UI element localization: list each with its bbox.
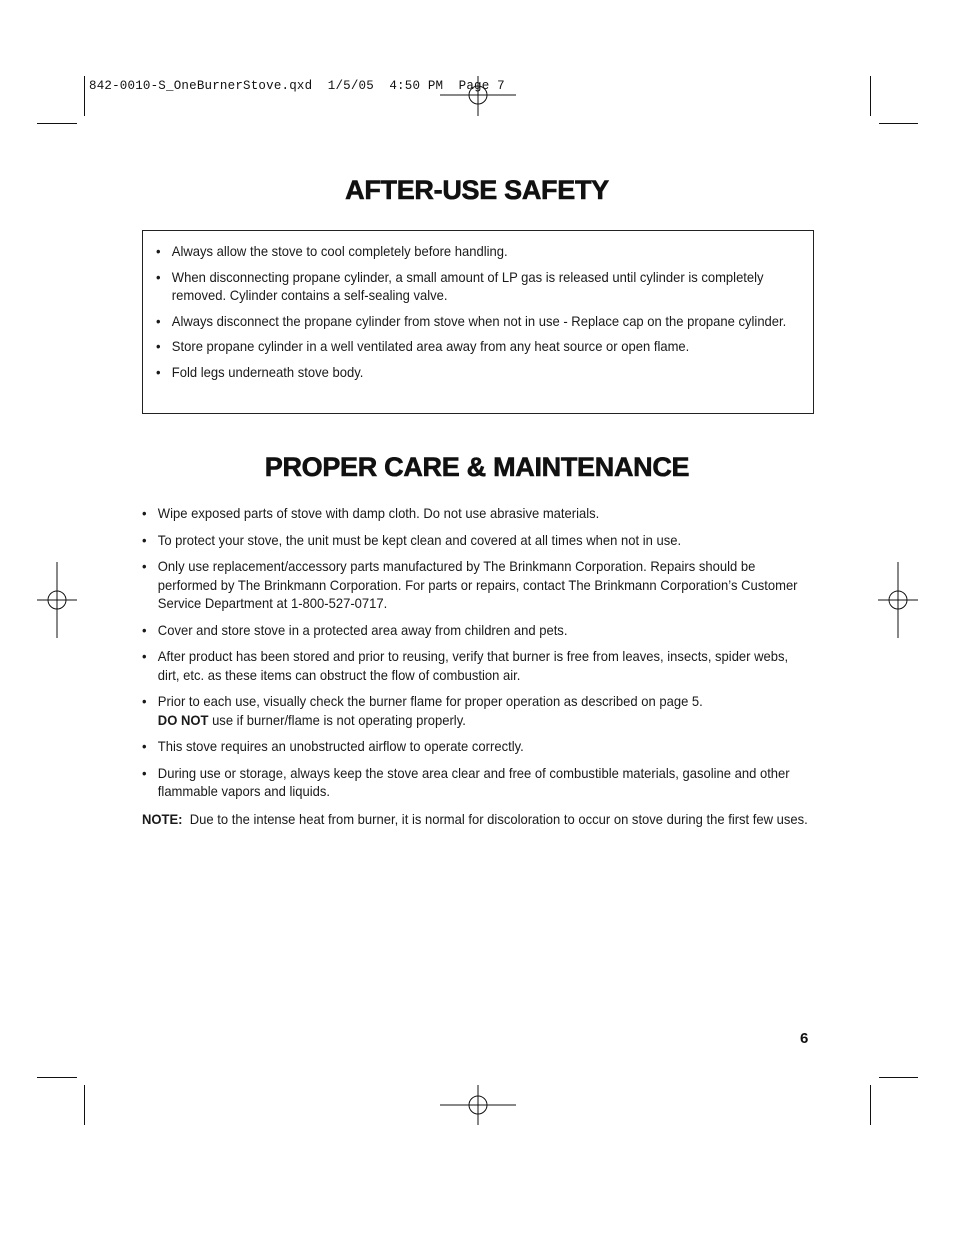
note-paragraph <box>142 810 812 829</box>
care-maintenance-list <box>142 504 859 801</box>
registration-mark-left-icon <box>37 562 77 638</box>
after-use-safety-heading: AFTER-USE SAFETY <box>345 175 609 205</box>
list-item: • Cover and store stove in a protected area away from children and pets. <box>142 621 809 640</box>
crop-mark-top-right-v <box>870 76 871 116</box>
list-item: • This stove requires an unobstructed airflow to operate correctly. <box>142 737 809 756</box>
crop-mark-bottom-left-v <box>84 1085 85 1125</box>
after-use-safety-box <box>142 230 814 414</box>
list-item: • Always disconnect the propane cylinder from stove when not in use - Replace cap on the propane cylinder. <box>156 312 814 331</box>
list-item: • During use or storage, always keep the stove area clear and free of combustible materials, gasoline and other flammable vapors and liquids. <box>142 764 809 801</box>
list-item: • Always allow the stove to cool completely before handling. <box>156 242 814 261</box>
registration-mark-bottom-icon <box>440 1085 516 1125</box>
list-item: • Only use replacement/accessory parts manufactured by The Brinkmann Corporation. Repairs should be performed by The Brinkmann Corporation. For parts or repairs, contact The Brinkmann Corporation’s Customer Service Department at 1-800-527-0717. <box>142 557 809 613</box>
page-number: 6 <box>800 1030 809 1047</box>
list-item: • After product has been stored and prior to reusing, verify that burner is free from leaves, insects, spider webs, dirt, etc. as these items can obstruct the flow of combustion air. <box>142 647 809 684</box>
note-label: NOTE: <box>142 811 183 827</box>
registration-mark-top-icon <box>440 76 516 116</box>
after-use-safety-list <box>156 242 863 388</box>
do-not-text: use if burner/flame is not operating properly. <box>208 711 466 728</box>
list-item: • When disconnecting propane cylinder, a small amount of LP gas is released until cylinder is completely removed. Cylinder contains a self-sealing valve. <box>156 268 814 305</box>
crop-mark-top-left-v <box>84 76 85 116</box>
list-item: • Wipe exposed parts of stove with damp cloth. Do not use abrasive materials. <box>142 504 809 523</box>
registration-mark-right-icon <box>878 562 918 638</box>
care-maintenance-heading: PROPER CARE & MAINTENANCE <box>264 452 690 482</box>
list-item: • To protect your stove, the unit must be kept clean and covered at all times when not in use. <box>142 531 809 550</box>
list-item: • Store propane cylinder in a well ventilated area away from any heat source or open flame. <box>156 337 814 356</box>
crop-mark-bottom-right-v <box>870 1085 871 1125</box>
care-maintenance-section <box>142 504 859 809</box>
crop-mark-bottom-right-h <box>879 1077 918 1078</box>
crop-mark-top-left-h <box>37 123 77 124</box>
do-not-label: DO NOT <box>157 711 209 728</box>
print-slug: 842-0010-S_OneBurnerStove.qxd 1/5/05 4:50 PM Page 7 <box>89 79 505 93</box>
crop-mark-top-right-h <box>879 123 918 124</box>
note-text: Due to the intense heat from burner, it is normal for discoloration to occur on stove during the first few uses. <box>182 811 808 827</box>
list-item: • Fold legs underneath stove body. <box>156 363 814 382</box>
list-item-text: Prior to each use, visually check the burner flame for proper operation as described on page 5. <box>157 693 703 709</box>
list-item <box>142 692 809 729</box>
crop-mark-bottom-left-h <box>37 1077 77 1078</box>
